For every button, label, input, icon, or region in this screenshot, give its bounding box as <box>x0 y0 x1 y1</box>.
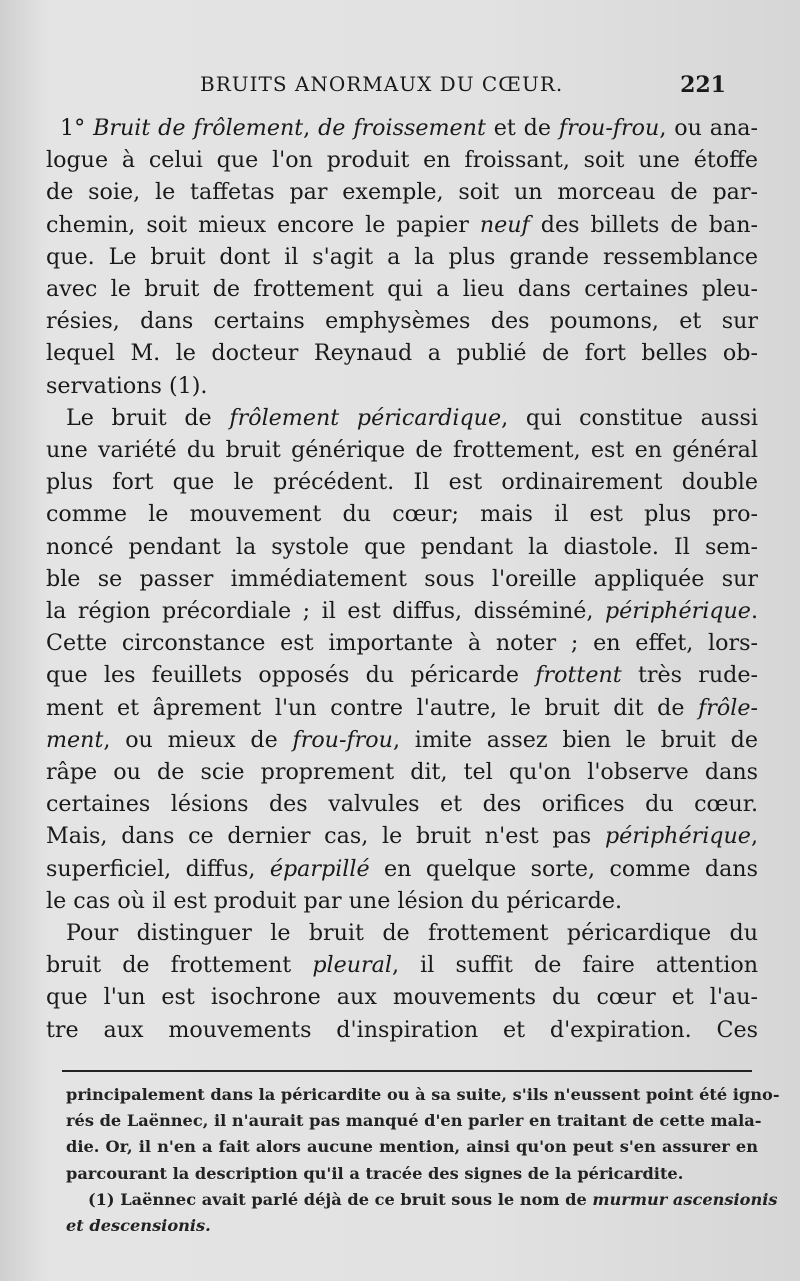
text-line: ble se passer immédiatement sous l'oreille appliquée sur <box>46 565 758 592</box>
text-line: râpe ou de scie proprement dit, tel qu'on l'observe dans <box>46 759 758 786</box>
text-line: ment, ou mieux de frou-frou, imite assez bien le bruit de <box>46 726 758 753</box>
text-line: Pour distinguer le bruit de frottement péricardique du <box>66 920 758 947</box>
text-line: superficiel, diffus, éparpillé en quelque sorte, comme dans <box>46 855 758 882</box>
footnotes <box>66 1082 780 1239</box>
text-line: que les feuillets opposés du péricarde frottent très rude- <box>46 662 758 689</box>
text-line: comme le mouvement du cœur; mais il est plus pro- <box>46 501 758 528</box>
text-line: plus fort que le précédent. Il est ordinairement double <box>46 469 758 496</box>
text-line: la région précordiale ; il est diffus, disséminé, périphérique. <box>46 598 758 625</box>
footnote-line: (1) Laënnec avait parlé déjà de ce bruit sous le nom de murmur ascensionis <box>88 1189 778 1209</box>
text-line: logue à celui que l'on produit en froissant, soit une étoffe <box>46 147 758 174</box>
text-line: une variété du bruit générique de frottement, est en général <box>46 437 758 464</box>
text-line: tre aux mouvements d'inspiration et d'expiration. Ces <box>46 1016 758 1043</box>
text-line: le cas où il est produit par une lésion du péricarde. <box>46 887 623 914</box>
text-line: 1° Bruit de frôlement, de froissement et de frou-frou, ou ana- <box>60 115 759 141</box>
text-line: chemin, soit mieux encore le papier neuf des billets de ban- <box>46 211 758 238</box>
text-line: de soie, le taffetas par exemple, soit un morceau de par- <box>46 179 758 206</box>
footnote-line: principalement dans la péricardite ou à sa suite, s'ils n'eussent point été igno- <box>66 1085 780 1104</box>
text-line: avec le bruit de frottement qui a lieu dans certaines pleu- <box>46 276 758 303</box>
text-line: que. Le bruit dont il s'agit a la plus grande ressemblance <box>46 243 758 270</box>
text-line: bruit de frottement pleural, il suffit de faire attention <box>46 952 758 979</box>
text-line: Cette circonstance est importante à noter ; en effet, lors- <box>46 630 758 657</box>
footnote-line: rés de Laënnec, il n'aurait pas manqué d'en parler en traitant de cette mala- <box>66 1111 762 1131</box>
footnote-line: et descensionis. <box>66 1216 211 1236</box>
paragraph-1 <box>46 112 758 402</box>
paragraph-2 <box>46 402 758 917</box>
text-line: Le bruit de frôlement péricardique, qui constitue aussi <box>66 404 759 431</box>
footnote-line: parcourant la description qu'il a tracée des signes de la péricardite. <box>66 1163 684 1183</box>
text-line: lequel M. le docteur Reynaud a publié de fort belles ob- <box>46 340 758 367</box>
page-header <box>60 72 740 112</box>
page-number: 221 <box>680 72 726 98</box>
text-line: servations (1). <box>46 372 208 399</box>
footnote-line: die. Or, il n'en a fait alors aucune mention, ainsi qu'on peut s'en assurer en <box>66 1137 758 1157</box>
text-line: ment et âprement l'un contre l'autre, le bruit dit de frôle- <box>46 694 758 721</box>
text-line: résies, dans certains emphysèmes des poumons, et sur <box>46 308 758 335</box>
footnote-divider <box>62 1070 752 1072</box>
text-line: Mais, dans ce dernier cas, le bruit n'est pas périphérique, <box>46 823 758 850</box>
text-line: que l'un est isochrone aux mouvements du cœur et l'au- <box>46 984 758 1011</box>
running-head: BRUITS ANORMAUX DU CŒUR. <box>200 72 564 96</box>
text-line: certaines lésions des valvules et des orifices du cœur. <box>46 791 758 818</box>
main-text <box>46 112 758 1046</box>
paragraph-3 <box>46 917 758 1046</box>
text-line: noncé pendant la systole que pendant la diastole. Il sem- <box>46 533 758 560</box>
